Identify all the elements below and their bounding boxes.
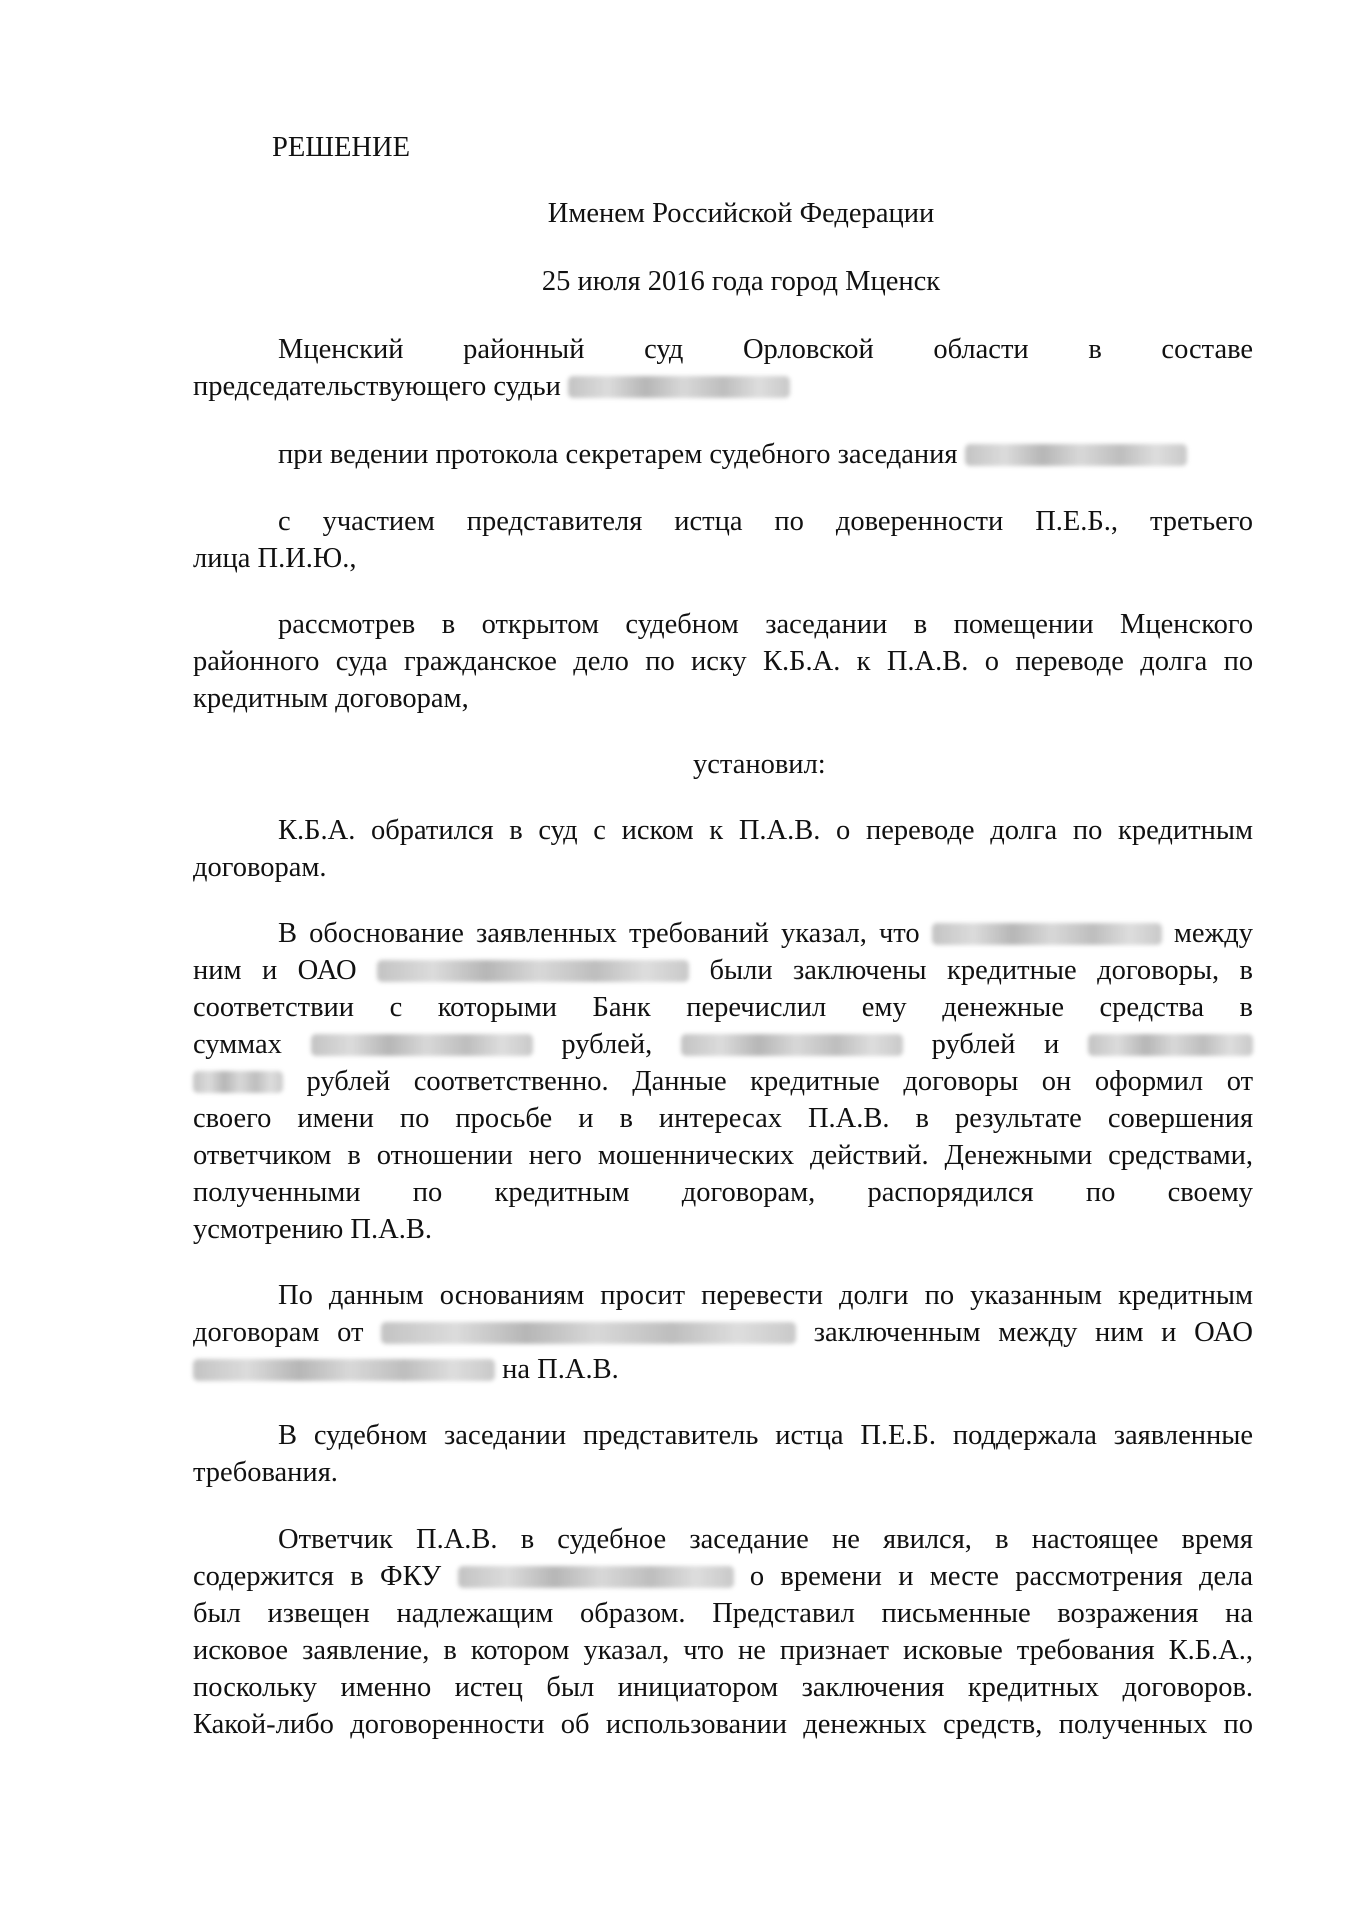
redacted-amount-1 <box>311 1034 533 1056</box>
paragraph-8-line-1: В судебном заседании представитель истца П.Е.Б. поддержала заявленные <box>278 1420 1254 1451</box>
paragraph-6-line-6: своего имени по просьбе и в интересах П.А.В. в результате совершения <box>193 1103 1254 1134</box>
document-date-place: 25 июля 2016 года город Мценск <box>541 266 941 297</box>
paragraph-9-line-2: содержится в ФКУ о времени и месте рассмотрения дела <box>193 1561 1254 1592</box>
redacted-amount-2 <box>681 1034 903 1056</box>
paragraph-5-line-1: К.Б.А. обратился в суд с иском к П.А.В. о переводе долга по кредитным <box>278 815 1254 846</box>
document-subtitle: Именем Российской Федерации <box>547 198 935 229</box>
redacted-bank-name <box>377 960 689 982</box>
paragraph-6-line-2: ним и ОАО были заключены кредитные договоры, в <box>193 955 1253 986</box>
paragraph-1-line-2: председательствующего судьи <box>193 368 1253 405</box>
redacted-secretary-name <box>965 444 1187 466</box>
paragraph-5-line-2: договорам. <box>193 852 327 883</box>
paragraph-2-line-1: при ведении протокола секретарем судебного заседания <box>278 436 1253 473</box>
document-title: РЕШЕНИЕ <box>272 132 410 163</box>
paragraph-7-line-3: на П.А.В. <box>193 1351 1253 1388</box>
paragraph-1-line-1: Мценский районный суд Орловской области в составе <box>278 334 1254 365</box>
paragraph-6-line-1: В обоснование заявленных требований указал, что между <box>278 918 1254 949</box>
paragraph-7-line-2: договорам от заключенным между ним и ОАО <box>193 1317 1253 1348</box>
paragraph-3-line-2: лица П.И.Ю., <box>193 543 357 574</box>
paragraph-6-line-9: усмотрению П.А.В. <box>193 1214 432 1245</box>
paragraph-8-line-2: требования. <box>193 1457 338 1488</box>
ustanovil-heading: установил: <box>693 749 826 780</box>
paragraph-9-line-6: Какой-либо договоренности об использовании денежных средств, полученных по <box>193 1709 1254 1740</box>
paragraph-6-line-5: рублей соответственно. Данные кредитные договоры он оформил от <box>193 1063 1253 1100</box>
redacted-contract-dates <box>381 1322 796 1344</box>
paragraph-4-line-3: кредитным договорам, <box>193 683 469 714</box>
redacted-bank-name-2 <box>193 1359 495 1381</box>
paragraph-6-line-4: суммах рублей, рублей и <box>193 1026 1253 1063</box>
paragraph-9-line-1: Ответчик П.А.В. в судебное заседание не явился, в настоящее время <box>278 1524 1254 1555</box>
paragraph-4-line-1: рассмотрев в открытом судебном заседании в помещении Мценского <box>278 609 1254 640</box>
redacted-amount-3-cont <box>193 1071 283 1093</box>
paragraph-3-line-1: с участием представителя истца по доверенности П.Е.Б., третьего <box>278 506 1254 537</box>
redacted-judge-name <box>568 376 790 398</box>
paragraph-9-line-3: был извещен надлежащим образом. Представил письменные возражения на <box>193 1598 1254 1629</box>
paragraph-7-line-1: По данным основаниям просит перевести долги по указанным кредитным <box>278 1280 1254 1311</box>
paragraph-4-line-2: районного суда гражданское дело по иску К.Б.А. к П.А.В. о переводе долга по <box>193 646 1254 677</box>
paragraph-6-line-7: ответчиком в отношении него мошеннических действий. Денежными средствами, <box>193 1140 1254 1171</box>
redacted-amount-3 <box>1088 1034 1253 1056</box>
redacted-date <box>932 923 1162 945</box>
paragraph-9-line-4: исковое заявление, в котором указал, что не признает исковые требования К.Б.А., <box>193 1635 1254 1666</box>
paragraph-9-line-5: поскольку именно истец был инициатором заключения кредитных договоров. <box>193 1672 1254 1703</box>
redacted-institution-name <box>458 1566 734 1588</box>
paragraph-6-line-3: соответствии с которыми Банк перечислил ему денежные средства в <box>193 992 1253 1023</box>
paragraph-6-line-8: полученными по кредитным договорам, распорядился по своему <box>193 1177 1254 1208</box>
